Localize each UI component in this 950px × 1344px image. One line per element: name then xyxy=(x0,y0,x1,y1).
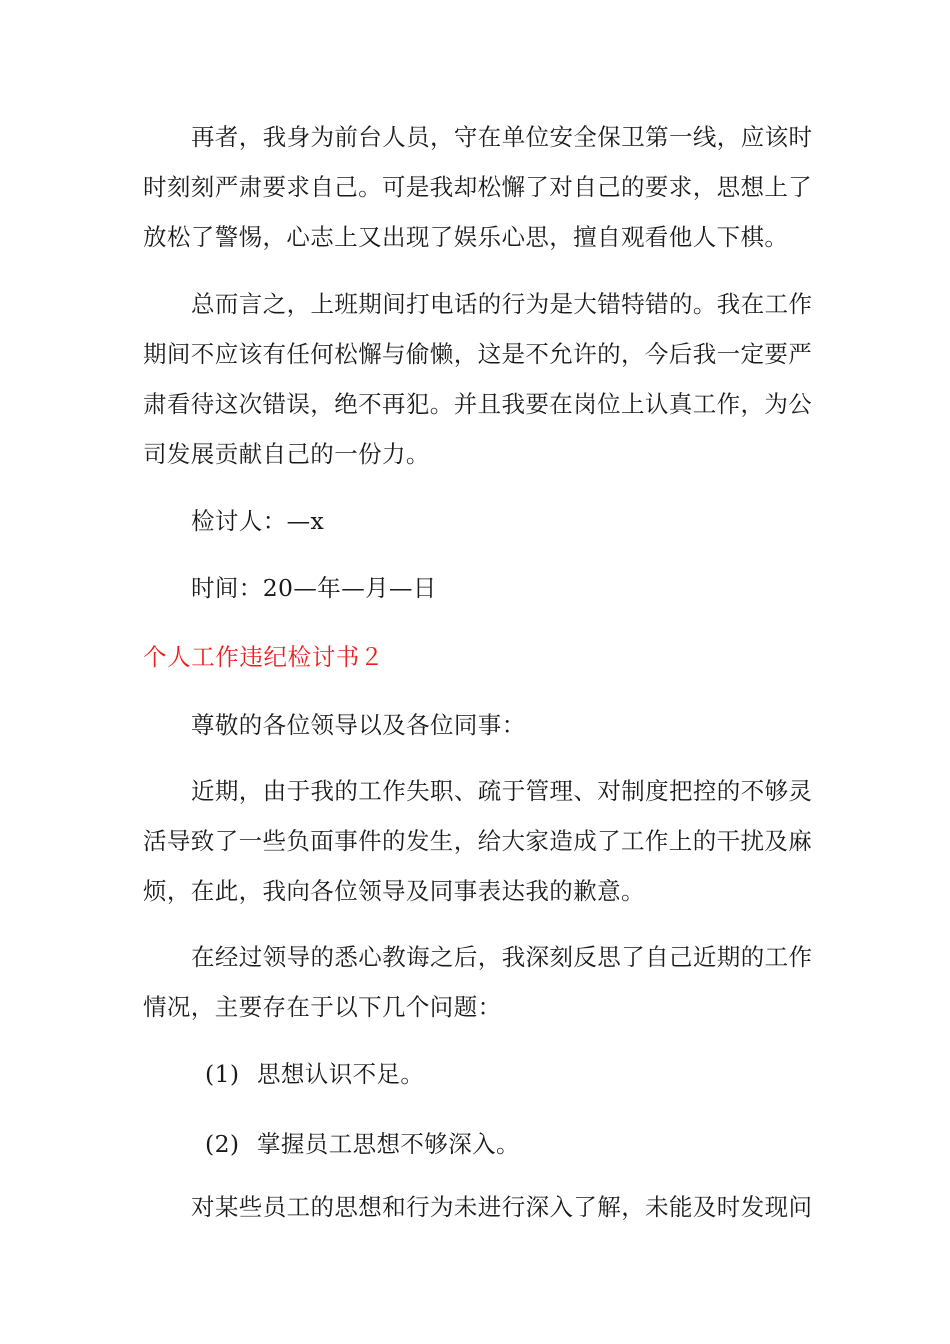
paragraph-1-line-3: 放松了警惕，心志上又出现了娱乐心思，擅自观看他人下棋。 xyxy=(143,223,789,251)
paragraph-2-line-3: 肃看待这次错误，绝不再犯。并且我要在岗位上认真工作，为公 xyxy=(143,390,813,418)
paragraph-4-line-2: 情况，主要存在于以下几个问题： xyxy=(143,993,502,1021)
list-item-text: 思想认识不足。 xyxy=(257,1060,425,1088)
paragraph-3-line-1: 近期，由于我的工作失职、疏于管理、对制度把控的不够灵 xyxy=(191,777,813,805)
paragraph-2-line-4: 司发展贡献自己的一份力。 xyxy=(143,440,430,468)
paragraph-2-line-1: 总而言之，上班期间打电话的行为是大错特错的。我在工作 xyxy=(191,290,813,318)
signature: 检讨人：—x xyxy=(191,507,325,535)
date: 时间：20—年—月—日 xyxy=(191,574,437,602)
salutation: 尊敬的各位领导以及各位同事： xyxy=(191,711,526,739)
section-heading: 个人工作违纪检讨书２ xyxy=(143,643,384,671)
list-item xyxy=(205,1130,520,1158)
list-item-number: (2) xyxy=(205,1130,240,1158)
paragraph-4-line-1: 在经过领导的悉心教诲之后，我深刻反思了自己近期的工作 xyxy=(191,943,813,971)
paragraph-5-line-1: 对某些员工的思想和行为未进行深入了解，未能及时发现问 xyxy=(191,1193,813,1221)
paragraph-2-line-2: 期间不应该有任何松懈与偷懒，这是不允许的，今后我一定要严 xyxy=(143,340,813,368)
list-item-text: 掌握员工思想不够深入。 xyxy=(257,1130,520,1158)
list-item-number: (1) xyxy=(205,1060,240,1088)
paragraph-3-line-2: 活导致了一些负面事件的发生，给大家造成了工作上的干扰及麻 xyxy=(143,827,813,855)
list-item xyxy=(205,1060,425,1088)
paragraph-3-line-3: 烦，在此，我向各位领导及同事表达我的歉意。 xyxy=(143,877,645,905)
paragraph-1-line-2: 时刻刻严肃要求自己。可是我却松懈了对自己的要求，思想上了 xyxy=(143,173,813,201)
paragraph-1-line-1: 再者，我身为前台人员，守在单位安全保卫第一线，应该时 xyxy=(191,123,813,151)
